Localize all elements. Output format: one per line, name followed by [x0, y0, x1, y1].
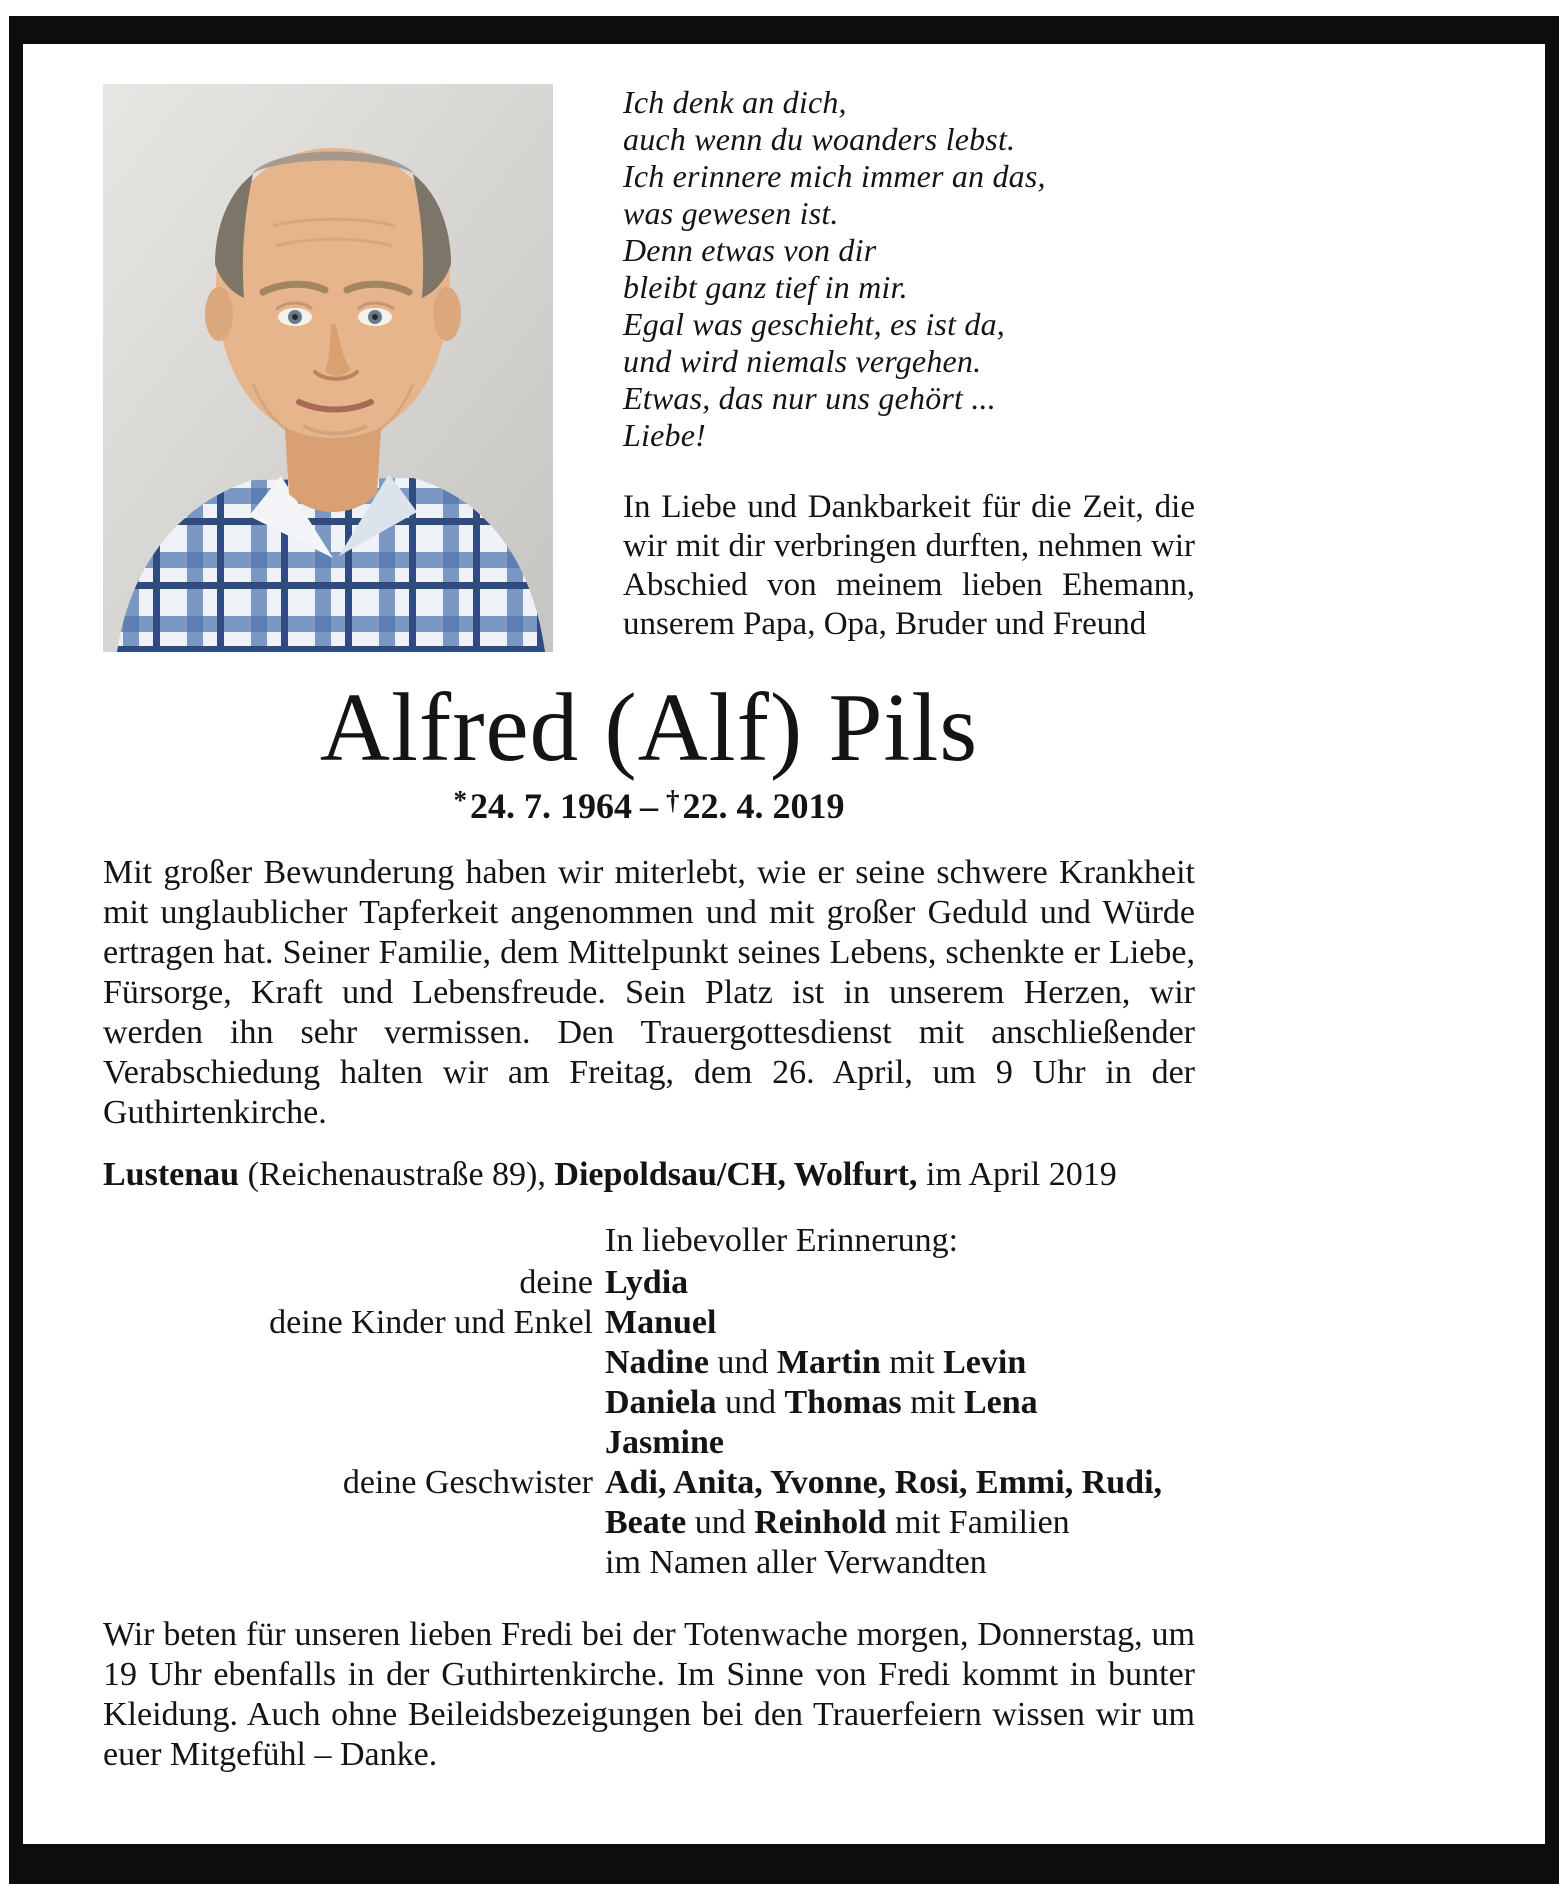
- poem-line: und wird niemals vergehen.: [623, 343, 982, 379]
- family-relation-label: [103, 1423, 593, 1463]
- family-names: Daniela und Thomas mit Lena: [605, 1383, 1038, 1421]
- dates-separator: –: [640, 785, 658, 826]
- death-date: 22. 4. 2019: [682, 785, 845, 826]
- deceased-name: Alfred (Alf) Pils: [319, 674, 979, 781]
- portrait-illustration: [103, 84, 553, 652]
- birth-symbol: *: [453, 784, 467, 815]
- family-names: Lydia: [605, 1263, 689, 1301]
- poem-line: Ich erinnere mich immer an das,: [623, 158, 1046, 194]
- poem-line: Ich denk an dich,: [623, 84, 847, 120]
- obituary-content: [23, 44, 1195, 1775]
- birth-date: 24. 7. 1964: [470, 785, 632, 826]
- header-text-column: [623, 84, 1195, 644]
- family-relation-label: [103, 1543, 593, 1583]
- family-relation-label: deine Kinder und Enkel: [269, 1303, 593, 1341]
- family-relation-label: deine Geschwister: [342, 1463, 593, 1501]
- poem-line: bleibt ganz tief in mir.: [623, 269, 908, 305]
- family-relation-label: [103, 1383, 593, 1423]
- final-paragraph: Wir beten für unseren lieben Fredi bei der Totenwache morgen, Donnerstag, um 19 Uhr ebenfalls in der Guthirtenkirche. Im Sinne von Fredi kommt in bunter Kleidung. Auch ohne Beileidsbezeigungen bei den Trauerfeiern wissen wir um euer Mitgefühl – Danke.: [103, 1615, 1195, 1773]
- poem-line: Etwas, das nur uns gehört ...: [623, 380, 996, 416]
- family-names: Manuel: [605, 1303, 717, 1341]
- memorial-heading: In liebevoller Erinnerung:: [605, 1221, 959, 1259]
- death-symbol: †: [666, 784, 680, 815]
- family-relation-label: [103, 1343, 593, 1383]
- portrait-photo: [103, 84, 553, 652]
- poem-line: was gewesen ist.: [623, 195, 839, 231]
- family-relation-label: deine: [519, 1263, 593, 1301]
- family-relation-label: [103, 1503, 593, 1543]
- poem-line: Liebe!: [623, 417, 706, 453]
- life-dates: [103, 785, 1195, 827]
- family-names: Beate und Reinhold mit Familien: [605, 1503, 1070, 1541]
- poem-line: Denn etwas von dir: [623, 232, 877, 268]
- obituary-frame: [9, 16, 1559, 1884]
- poem-line: Egal was geschieht, es ist da,: [623, 306, 1005, 342]
- intro-paragraph: In Liebe und Dankbarkeit für die Zeit, die wir mit dir verbringen durften, nehmen wir Abschied von meinem lieben Ehemann, unserem Papa, Opa, Bruder und Freund: [623, 489, 1195, 642]
- header-row: [103, 84, 1195, 652]
- location-line: Lustenau (Reichenaustraße 89), Diepoldsau/CH, Wolfurt, im April 2019: [103, 1155, 1117, 1193]
- family-names: Jasmine: [605, 1423, 724, 1461]
- family-names: Adi, Anita, Yvonne, Rosi, Emmi, Rudi,: [605, 1463, 1163, 1501]
- family-names: Nadine und Martin mit Levin: [605, 1343, 1027, 1381]
- main-paragraph: Mit großer Bewunderung haben wir miterlebt, wie er seine schwere Krankheit mit unglaublicher Tapferkeit angenommen und mit großer Geduld und Würde ertragen hat. Seiner Familie, dem Mittelpunkt seines Lebens, schenkte er Liebe, Fürsorge, Kraft und Lebensfreude. Sein Platz ist in unserem Herzen, wir werden ihn sehr vermissen. Den Trauergottesdienst mit anschließender Verabschiedung halten wir am Freitag, dem 26. April, um 9 Uhr in der Guthirtenkirche.: [103, 853, 1195, 1131]
- memorial-poem: [623, 84, 1195, 454]
- poem-line: auch wenn du woanders lebst.: [623, 121, 1016, 157]
- family-names: im Namen aller Verwandten: [605, 1543, 987, 1581]
- family-list: [103, 1263, 1195, 1583]
